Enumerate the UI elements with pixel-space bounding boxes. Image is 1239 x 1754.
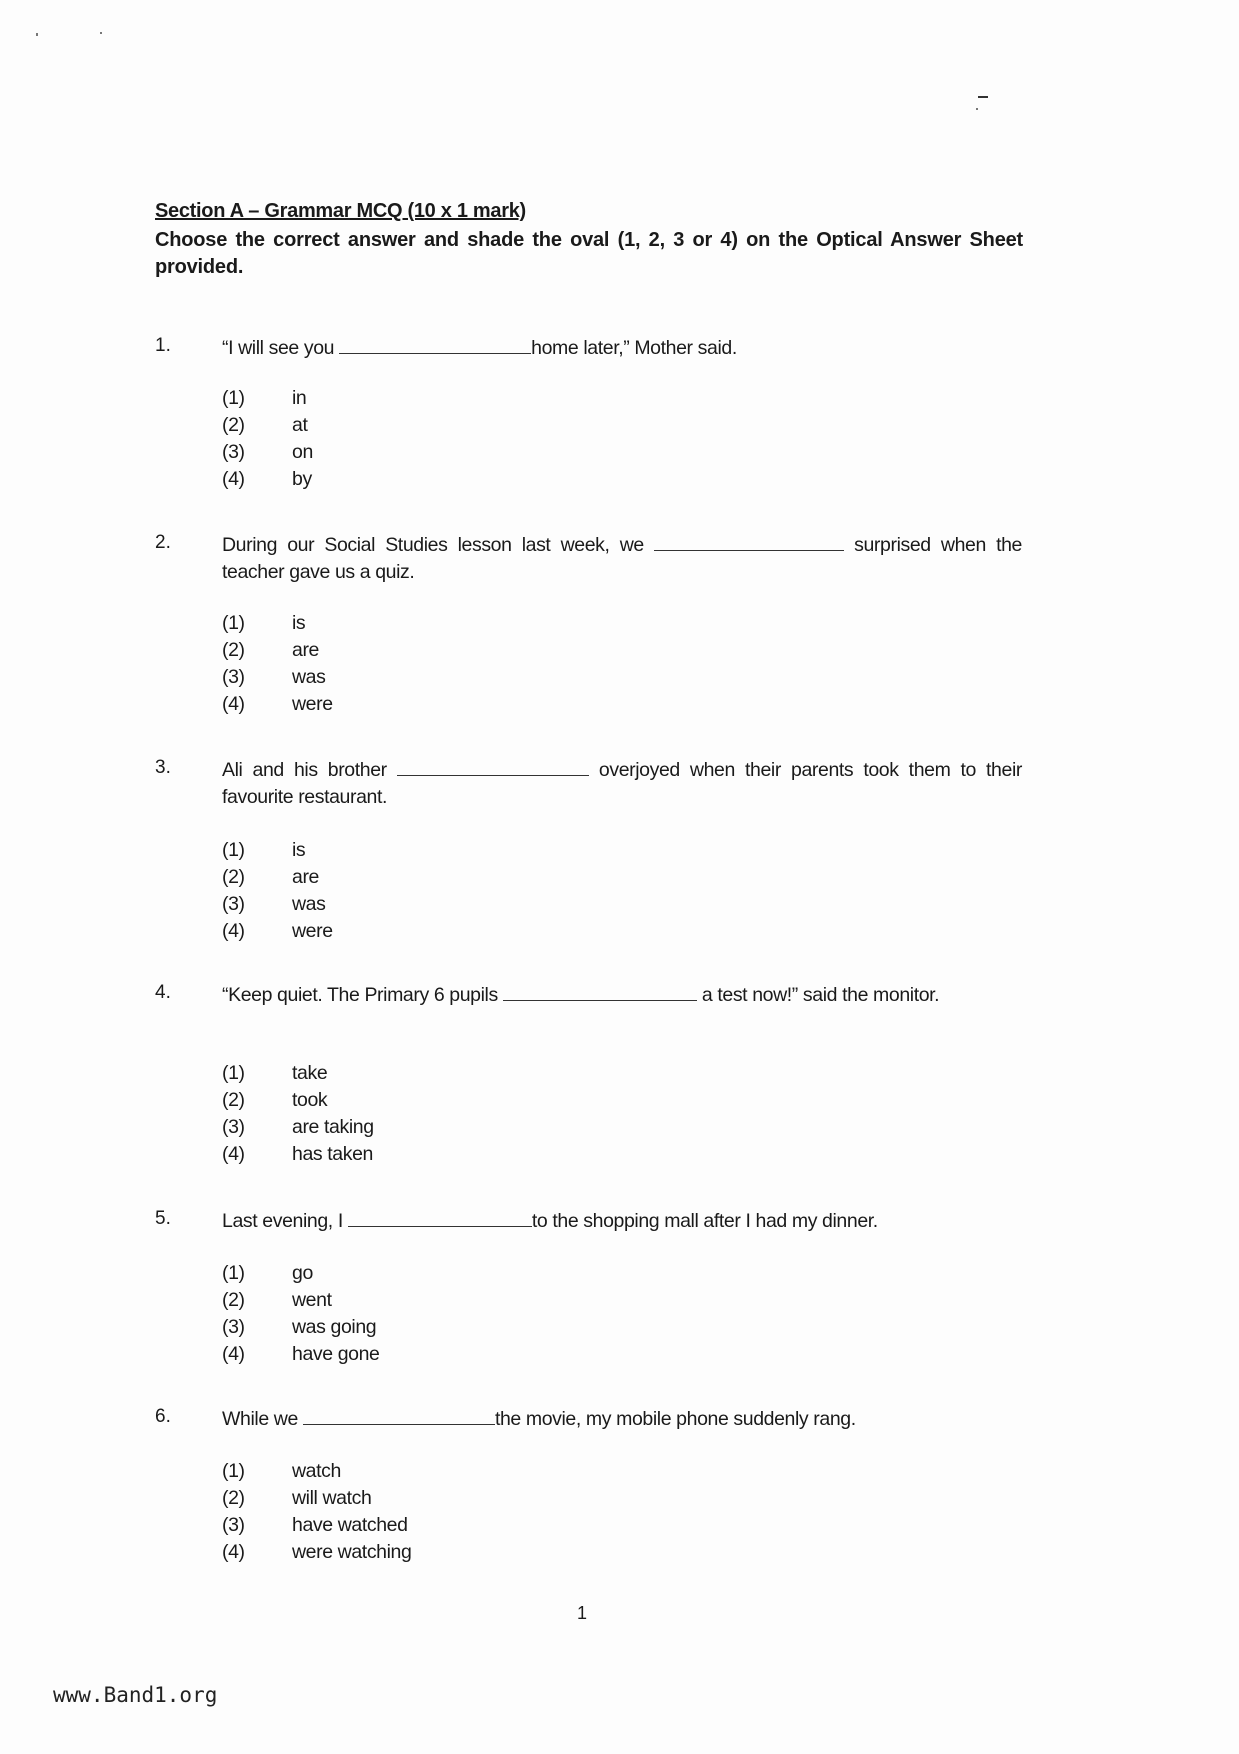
scan-speck [976,108,978,110]
option [222,1060,622,1087]
option [222,610,622,637]
answer-blank [503,984,697,1001]
option [222,1539,622,1566]
question-text-before: Last evening, I [222,1210,343,1232]
section-instructions: Choose the correct answer and shade the oval (1, 2, 3 or 4) on the Optical Answer Sheet provided. [155,229,1023,278]
option [222,1260,622,1287]
option-text: by [292,468,312,490]
option-text: is [292,612,306,634]
option [222,1314,622,1341]
option [222,439,622,466]
option-text: was [292,666,326,688]
option-text: has taken [292,1143,373,1165]
footer-watermark: www.Band1.org [53,1683,218,1707]
option-text: will watch [292,1487,372,1509]
option-text: were [292,920,333,942]
answer-blank [303,1408,495,1425]
question-text [222,982,1022,1009]
option [222,891,622,918]
question-text-after: overjoyed when their parents took them to their favourite restaurant. [222,759,1022,808]
option [222,1114,622,1141]
option-text: in [292,387,307,409]
question-text [222,335,1022,362]
option-text: have gone [292,1343,380,1365]
option-number: (2) [222,1089,245,1111]
question-number: 4. [155,982,171,1003]
options-list [222,1060,622,1168]
option-number: (1) [222,1062,245,1084]
question-number: 6. [155,1406,171,1427]
option-number: (4) [222,920,245,942]
question-text-after: surprised when the teacher gave us a quiz. [222,534,1022,583]
option-number: (3) [222,1116,245,1138]
options-list [222,610,622,718]
answer-blank [397,759,589,776]
option-number: (2) [222,1487,245,1509]
option-text: was [292,893,326,915]
question-text [222,757,1022,811]
scan-mark [978,96,988,98]
option [222,691,622,718]
answer-blank [348,1210,532,1227]
question-text-before: While we [222,1408,298,1430]
option-text: watch [292,1460,341,1482]
option-number: (2) [222,866,245,888]
option [222,1087,622,1114]
options-list [222,1458,622,1566]
question-text-before: During our Social Studies lesson last week, we [222,534,644,556]
option [222,864,622,891]
answer-blank [654,534,844,551]
option-text: is [292,839,306,861]
option-number: (1) [222,1460,245,1482]
option-text: are [292,866,319,888]
option-text: take [292,1062,328,1084]
option-number: (4) [222,1143,245,1165]
option [222,1512,622,1539]
question-text-after: a test now!” said the monitor. [701,984,940,1006]
question-text [222,532,1022,586]
question-text-before: “Keep quiet. The Primary 6 pupils [222,984,498,1006]
option [222,412,622,439]
option-text: are taking [292,1116,374,1138]
option-number: (2) [222,639,245,661]
scan-speck [36,33,38,36]
option-number: (4) [222,693,245,715]
option [222,1287,622,1314]
answer-blank [339,337,531,354]
options-list [222,837,622,945]
section-title: Section A – Grammar MCQ (10 x 1 mark) [155,200,526,222]
option-text: at [292,414,308,436]
question-number: 1. [155,335,171,356]
option [222,837,622,864]
option-text: are [292,639,319,661]
option [222,1141,622,1168]
question-text-before: Ali and his brother [222,759,387,781]
option-number: (4) [222,468,245,490]
option-number: (1) [222,387,245,409]
option-number: (3) [222,1316,245,1338]
option-number: (1) [222,839,245,861]
option-text: took [292,1089,328,1111]
option-number: (3) [222,666,245,688]
option-text: was going [292,1316,377,1338]
option [222,385,622,412]
option-number: (4) [222,1541,245,1563]
question-text-after: to the shopping mall after I had my dinner. [531,1210,878,1232]
question-text [222,1406,1022,1433]
option-text: were watching [292,1541,412,1563]
question-number: 5. [155,1208,171,1229]
question-text [222,1208,1022,1235]
option-number: (4) [222,1343,245,1365]
question-text-before: “I will see you [222,337,335,359]
option [222,1458,622,1485]
question-text-after: home later,” Mother said. [531,337,737,359]
question-number: 2. [155,532,171,553]
option-text: were [292,693,333,715]
option [222,466,622,493]
option [222,918,622,945]
option-text: on [292,441,313,463]
option-number: (3) [222,893,245,915]
option-number: (2) [222,1289,245,1311]
option-number: (3) [222,1514,245,1536]
option-number: (1) [222,612,245,634]
options-list [222,385,622,493]
option [222,1341,622,1368]
options-list [222,1260,622,1368]
option-number: (2) [222,414,245,436]
option-text: go [292,1262,313,1284]
option [222,664,622,691]
scan-speck [100,32,102,34]
option [222,637,622,664]
page-number: 1 [577,1603,588,1623]
option-text: have watched [292,1514,408,1536]
option-number: (3) [222,441,245,463]
option [222,1485,622,1512]
question-number: 3. [155,757,171,778]
option-text: went [292,1289,332,1311]
question-text-after: the movie, my mobile phone suddenly rang. [494,1408,856,1430]
option-number: (1) [222,1262,245,1284]
